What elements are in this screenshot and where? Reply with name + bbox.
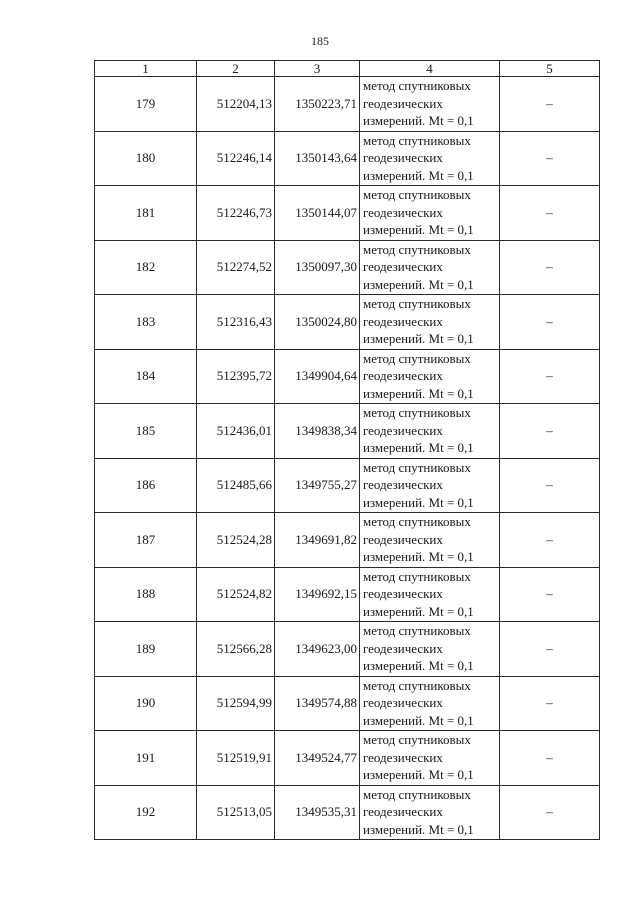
column-header: 4 <box>360 61 500 77</box>
method-text-line: метод спутниковых <box>363 514 471 529</box>
y-coordinate-cell: 1350024,80 <box>275 295 360 350</box>
method-text-line: метод спутниковых <box>363 732 471 747</box>
method-text-line: геодезических <box>363 804 443 819</box>
point-number-cell: 192 <box>95 785 197 840</box>
point-number-cell: 179 <box>95 77 197 132</box>
point-number-cell: 188 <box>95 567 197 622</box>
method-text-line: метод спутниковых <box>363 241 471 257</box>
method-text-line: метод спутниковых <box>363 405 471 420</box>
method-text-line: метод спутниковых <box>363 677 471 693</box>
note-cell: – <box>500 240 600 295</box>
method-text-line: измерений. Mt = 0,1 <box>363 603 474 619</box>
page-number: 185 <box>311 34 329 48</box>
column-header: 5 <box>500 61 600 77</box>
method-text-line: метод спутниковых <box>363 296 471 311</box>
point-number-cell: 190 <box>95 676 197 731</box>
method-text-line: измерений. Mt = 0,1 <box>363 767 474 782</box>
x-coordinate-cell: 512566,28 <box>197 622 275 677</box>
method-text-line: измерений. Mt = 0,1 <box>363 549 474 564</box>
point-number-cell: 186 <box>95 458 197 513</box>
method-text-line: геодезических <box>363 695 443 710</box>
method-text-line: геодезических <box>363 150 443 165</box>
note-cell: – <box>500 676 600 731</box>
note-cell: – <box>500 404 600 459</box>
note-cell: – <box>500 513 600 568</box>
y-coordinate-cell: 1349692,15 <box>275 567 360 622</box>
x-coordinate-cell: 512246,73 <box>197 186 275 241</box>
table-row <box>95 404 600 459</box>
table-row <box>95 349 600 404</box>
point-number-cell: 189 <box>95 622 197 677</box>
method-text-line: измерений. Mt = 0,1 <box>363 440 474 455</box>
method-text-line: метод спутниковых <box>363 187 471 202</box>
method-cell <box>360 567 500 622</box>
method-text-line: геодезических <box>363 368 443 383</box>
x-coordinate-cell: 512204,13 <box>197 77 275 132</box>
table-body <box>95 77 600 840</box>
table-row <box>95 186 600 241</box>
point-number-cell: 182 <box>95 240 197 295</box>
note-cell: – <box>500 458 600 513</box>
y-coordinate-cell: 1349574,88 <box>275 676 360 731</box>
x-coordinate-cell: 512524,82 <box>197 567 275 622</box>
x-coordinate-cell: 512436,01 <box>197 404 275 459</box>
x-coordinate-cell: 512246,14 <box>197 131 275 186</box>
method-text-line: метод спутниковых <box>363 623 471 638</box>
method-text-line: геодезических <box>363 477 443 492</box>
method-cell <box>360 295 500 350</box>
method-cell <box>360 785 500 840</box>
method-text-line: геодезических <box>363 204 443 220</box>
method-cell <box>360 676 500 731</box>
note-cell: – <box>500 295 600 350</box>
method-text-line: измерений. Mt = 0,1 <box>363 385 474 401</box>
method-text-line: геодезических <box>363 422 443 438</box>
method-text-line: метод спутниковых <box>363 568 471 584</box>
method-text-line: геодезических <box>363 259 443 274</box>
x-coordinate-cell: 512485,66 <box>197 458 275 513</box>
method-cell <box>360 404 500 459</box>
method-text-line: геодезических <box>363 640 443 656</box>
x-coordinate-cell: 512594,99 <box>197 676 275 731</box>
note-cell: – <box>500 186 600 241</box>
x-coordinate-cell: 512513,05 <box>197 785 275 840</box>
method-text-line: метод спутниковых <box>363 132 471 148</box>
y-coordinate-cell: 1350144,07 <box>275 186 360 241</box>
method-text-line: метод спутниковых <box>363 78 471 93</box>
table-row <box>95 731 600 786</box>
point-number-cell: 181 <box>95 186 197 241</box>
point-number-cell: 184 <box>95 349 197 404</box>
x-coordinate-cell: 512524,28 <box>197 513 275 568</box>
table-row <box>95 785 600 840</box>
x-coordinate-cell: 512274,52 <box>197 240 275 295</box>
y-coordinate-cell: 1349623,00 <box>275 622 360 677</box>
table-row <box>95 513 600 568</box>
method-cell <box>360 349 500 404</box>
note-cell: – <box>500 622 600 677</box>
coordinates-table <box>94 60 600 840</box>
method-text-line: измерений. Mt = 0,1 <box>363 658 474 673</box>
note-cell: – <box>500 349 600 404</box>
method-cell <box>360 77 500 132</box>
y-coordinate-cell: 1349691,82 <box>275 513 360 568</box>
method-cell <box>360 458 500 513</box>
note-cell: – <box>500 131 600 186</box>
method-cell <box>360 731 500 786</box>
x-coordinate-cell: 512519,91 <box>197 731 275 786</box>
point-number-cell: 187 <box>95 513 197 568</box>
point-number-cell: 185 <box>95 404 197 459</box>
point-number-cell: 183 <box>95 295 197 350</box>
method-cell <box>360 240 500 295</box>
column-header: 1 <box>95 61 197 77</box>
method-text-line: геодезических <box>363 749 443 765</box>
method-text-line: измерений. Mt = 0,1 <box>363 494 474 510</box>
y-coordinate-cell: 1349904,64 <box>275 349 360 404</box>
table-row <box>95 295 600 350</box>
method-text-line: геодезических <box>363 313 443 329</box>
y-coordinate-cell: 1350097,30 <box>275 240 360 295</box>
method-text-line: измерений. Mt = 0,1 <box>363 712 474 728</box>
table-row <box>95 458 600 513</box>
method-text-line: метод спутниковых <box>363 459 471 475</box>
note-cell: – <box>500 77 600 132</box>
x-coordinate-cell: 512395,72 <box>197 349 275 404</box>
table-row <box>95 240 600 295</box>
method-cell <box>360 131 500 186</box>
y-coordinate-cell: 1350223,71 <box>275 77 360 132</box>
method-text-line: геодезических <box>363 586 443 601</box>
point-number-cell: 191 <box>95 731 197 786</box>
method-text-line: геодезических <box>363 95 443 111</box>
note-cell: – <box>500 567 600 622</box>
table-row <box>95 622 600 677</box>
table-row <box>95 131 600 186</box>
method-text-line: геодезических <box>363 531 443 547</box>
method-text-line: измерений. Mt = 0,1 <box>363 113 474 128</box>
method-text-line: измерений. Mt = 0,1 <box>363 222 474 237</box>
method-text-line: измерений. Mt = 0,1 <box>363 276 474 292</box>
y-coordinate-cell: 1349524,77 <box>275 731 360 786</box>
method-text-line: метод спутниковых <box>363 786 471 802</box>
table-row <box>95 676 600 731</box>
method-text-line: метод спутниковых <box>363 350 471 366</box>
x-coordinate-cell: 512316,43 <box>197 295 275 350</box>
method-cell <box>360 186 500 241</box>
table-row <box>95 77 600 132</box>
y-coordinate-cell: 1349535,31 <box>275 785 360 840</box>
table-header-row <box>95 61 600 77</box>
y-coordinate-cell: 1349755,27 <box>275 458 360 513</box>
table-row <box>95 567 600 622</box>
method-cell <box>360 513 500 568</box>
y-coordinate-cell: 1349838,34 <box>275 404 360 459</box>
point-number-cell: 180 <box>95 131 197 186</box>
column-header: 2 <box>197 61 275 77</box>
method-text-line: измерений. Mt = 0,1 <box>363 331 474 346</box>
method-text-line: измерений. Mt = 0,1 <box>363 167 474 183</box>
method-text-line: измерений. Mt = 0,1 <box>363 821 474 837</box>
column-header: 3 <box>275 61 360 77</box>
note-cell: – <box>500 785 600 840</box>
y-coordinate-cell: 1350143,64 <box>275 131 360 186</box>
note-cell: – <box>500 731 600 786</box>
method-cell <box>360 622 500 677</box>
